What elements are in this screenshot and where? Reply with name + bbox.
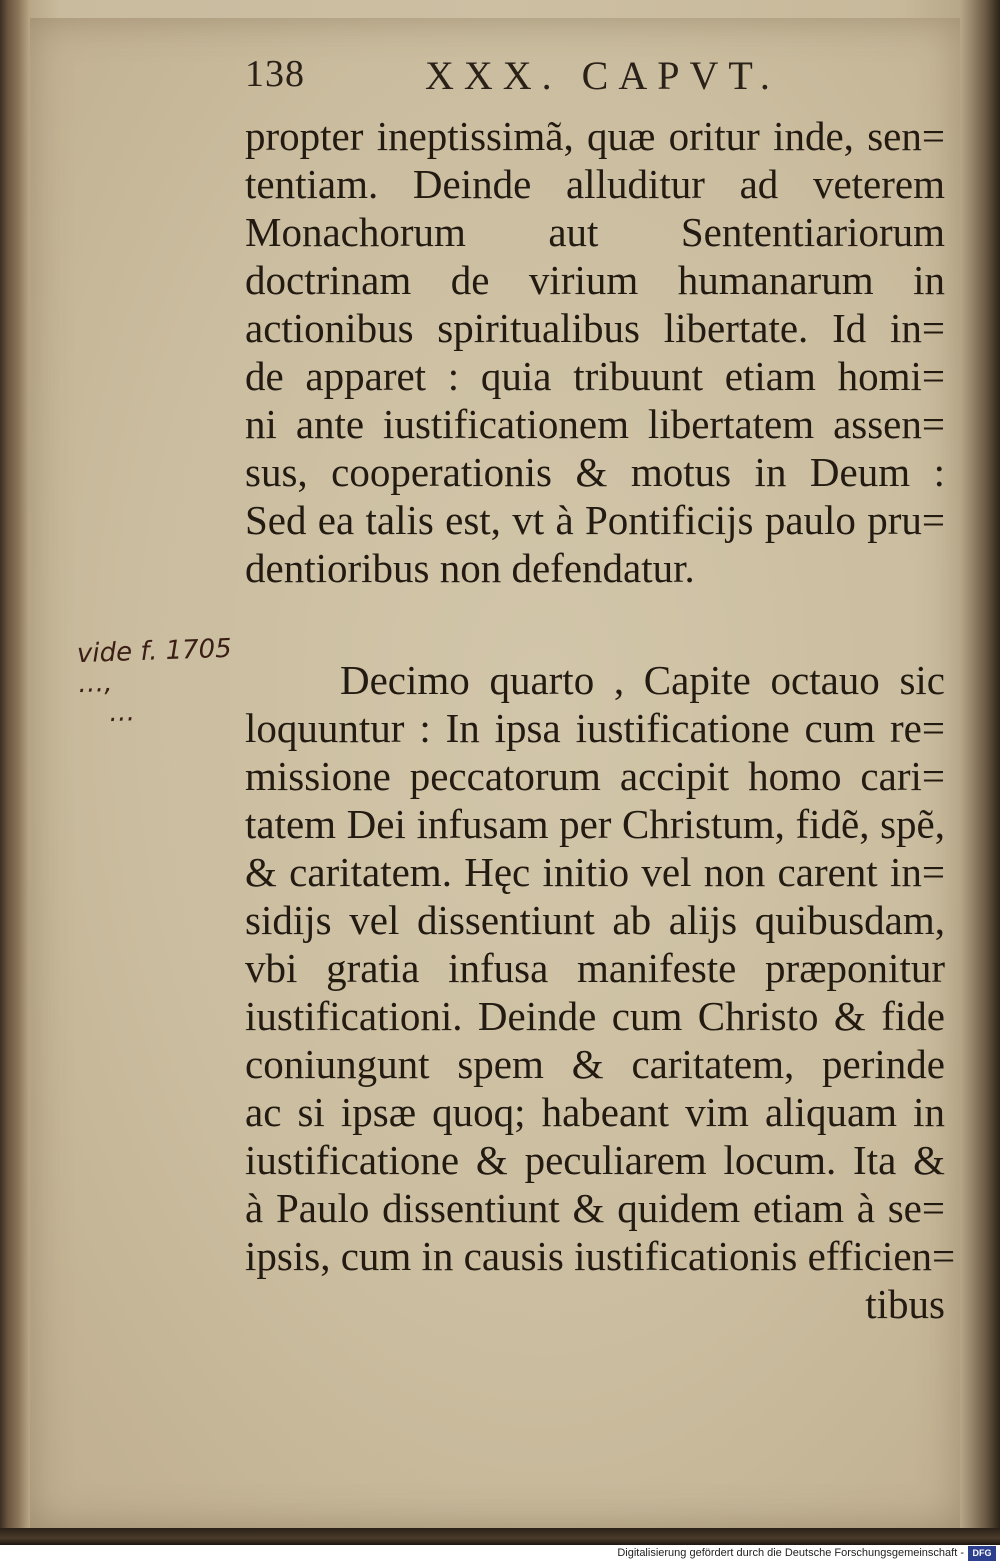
text-line: Monachorum aut Sententiariorum [245,209,945,255]
text-line: ipsis, cum in causis iustificationis efficien= [245,1233,956,1279]
text-line: tentiam. Deinde alluditur ad veterem [245,161,945,207]
text-line: loquuntur : In ipsa iustificatione cum re= [245,705,945,751]
margin-note-line: vide f. 1705 …, [76,633,233,700]
text-line: propter ineptissimã, quæ oritur inde, sen= [245,113,945,159]
footer-credit: Digitalisierung gefördert durch die Deutsche Forschungsgemeinschaft - [617,1547,964,1559]
text-line: actionibus spiritualibus libertate. Id in= [245,305,945,351]
margin-note-line: … [108,697,136,729]
text-line: sidijs vel dissentiunt ab alijs quibusdam, [245,897,945,943]
text-line: à Paulo dissentiunt & quidem etiam à se= [245,1185,945,1231]
text-line: coniungunt spem & caritatem, perinde [245,1041,945,1087]
dfg-logo-icon: DFG [968,1546,996,1561]
text-line: Decimo quarto , Capite octauo sic [340,657,945,703]
text-line: doctrinam de virium humanarum in [245,257,945,303]
text-line: tatem Dei infusam per Christum, fidẽ, spẽ, [245,801,945,847]
text-line: de apparet : quia tribuunt etiam homi= [245,353,945,399]
handwritten-margin-note [76,633,259,729]
paragraph-gap [245,592,945,656]
page-header [245,52,945,102]
text-line: iustificationi. Deinde cum Christo & fide [245,993,945,1039]
text-line: iustificatione & peculiarem locum. Ita & [245,1137,945,1183]
text-line: ni ante iustificationem libertatem assen= [245,401,945,447]
body-text [245,112,956,1328]
running-title: XXX. CAPVT. [425,53,780,98]
text-line: ac si ipsæ quoq; habeant vim aliquam in [245,1089,945,1135]
text-line: Sed ea talis est, vt à Pontificijs paulo pru= [245,497,945,543]
book-bottom-edge [0,1528,1000,1545]
text-line: vbi gratia infusa manifeste præponitur [245,945,945,991]
text-line: missione peccatorum accipit homo cari= [245,753,945,799]
text-line: sus, cooperationis & motus in Deum : [245,449,945,495]
text-line: dentioribus non defendatur. [245,545,695,591]
text-line: & caritatem. Hęc initio vel non carent in= [245,849,945,895]
catchword: tibus [865,1281,945,1327]
page-number: 138 [245,53,305,95]
digitization-footer [0,1545,1000,1563]
